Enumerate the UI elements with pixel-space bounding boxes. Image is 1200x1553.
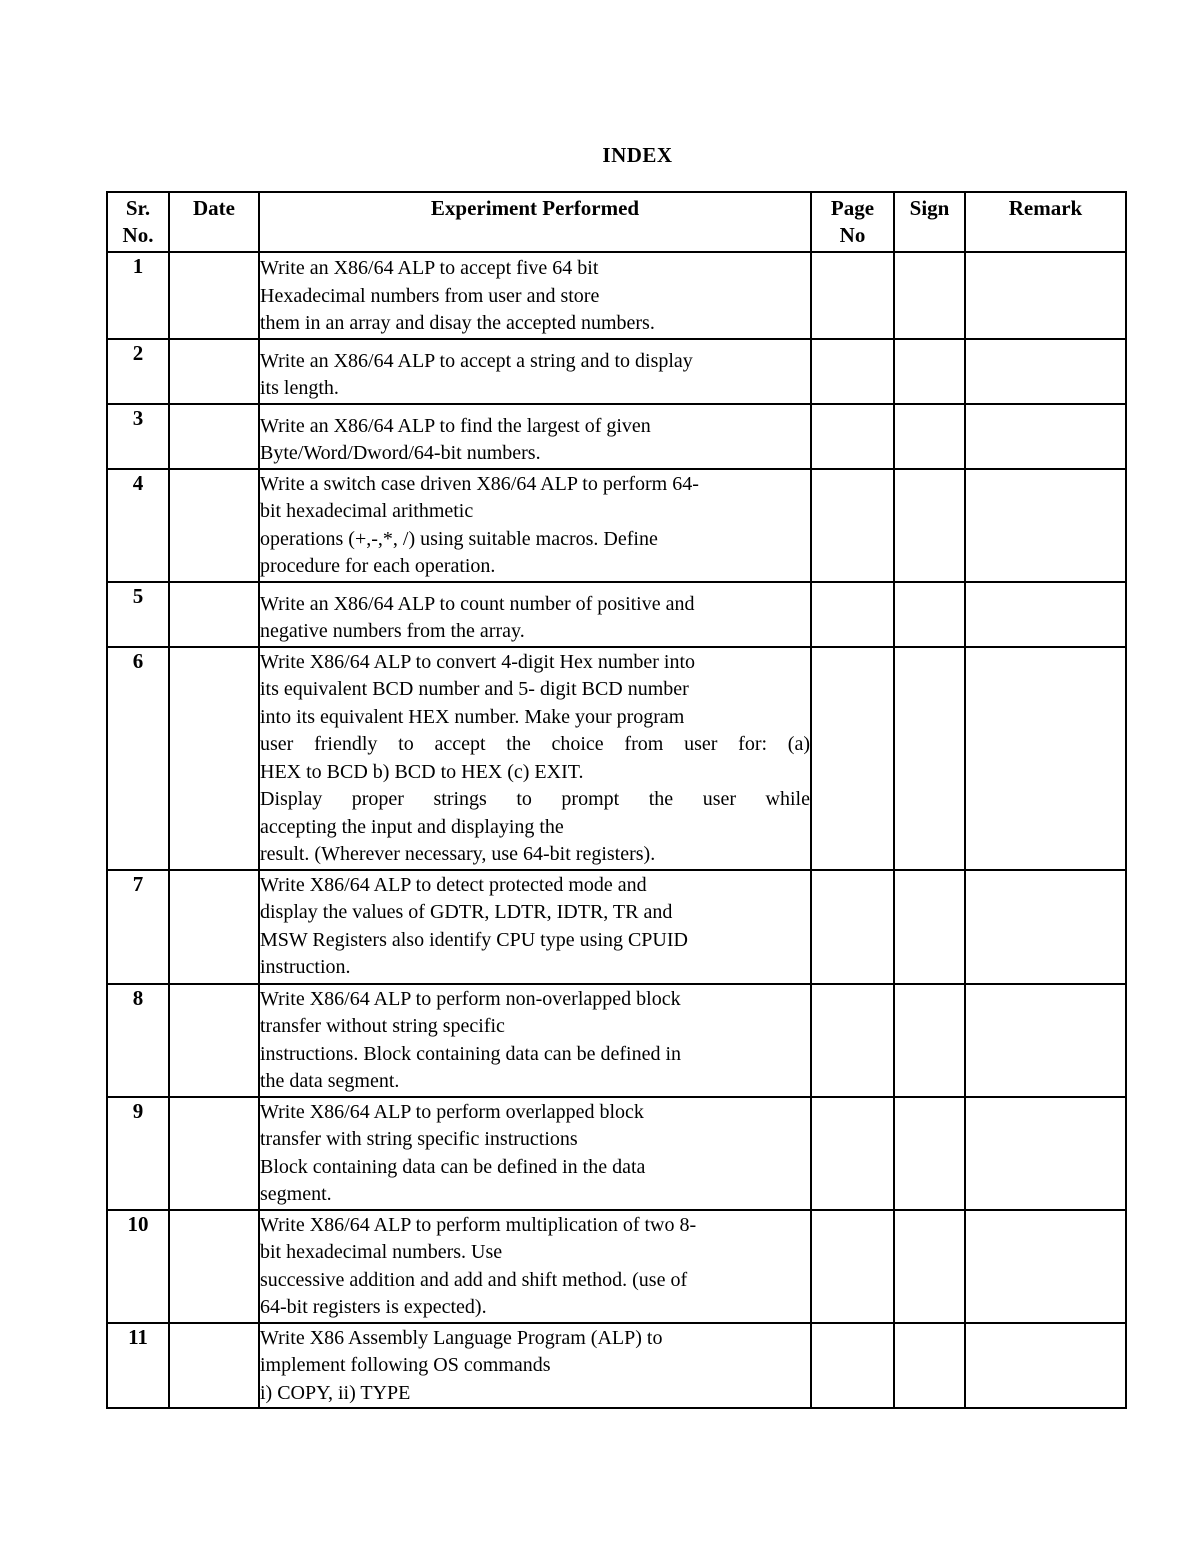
table-row — [107, 404, 1126, 469]
experiment-cell — [259, 582, 811, 647]
experiment-cell — [259, 252, 811, 339]
remark-cell — [965, 1323, 1126, 1409]
sr-no-cell: 5 — [107, 582, 169, 647]
experiment-line: Write an X86/64 ALP to find the largest of given — [260, 414, 651, 437]
experiment-line: procedure for each operation. — [260, 555, 496, 577]
remark-cell — [965, 1097, 1126, 1210]
date-cell — [169, 647, 259, 870]
header-experiment: Experiment Performed — [259, 192, 811, 252]
experiment-line: display the values of GDTR, LDTR, IDTR, TR and — [260, 901, 673, 923]
remark-cell — [965, 647, 1126, 870]
sign-cell — [894, 339, 965, 404]
table-row — [107, 870, 1126, 984]
sr-no-cell: 3 — [107, 404, 169, 469]
experiment-line: HEX to BCD b) BCD to HEX (c) EXIT. — [260, 760, 584, 783]
sign-cell — [894, 404, 965, 469]
sign-cell — [894, 252, 965, 339]
experiment-line: the data segment. — [260, 1070, 400, 1092]
page-no-cell — [811, 1097, 894, 1210]
remark-cell — [965, 469, 1126, 582]
table-row — [107, 647, 1126, 870]
header-page-no-line1: Page — [830, 196, 875, 220]
experiment-line: Write X86/64 ALP to detect protected mode and — [260, 873, 647, 896]
table-row — [107, 469, 1126, 582]
experiment-cell — [259, 404, 811, 469]
date-cell — [169, 1210, 259, 1323]
date-cell — [169, 582, 259, 647]
experiment-line: Write an X86/64 ALP to accept a string and to display — [260, 349, 693, 372]
experiment-line: Hexadecimal numbers from user and store — [260, 284, 600, 307]
experiment-line: i) COPY, ii) TYPE — [260, 1381, 411, 1404]
experiment-line: bit hexadecimal numbers. Use — [260, 1241, 503, 1263]
table-row — [107, 339, 1126, 404]
sr-no-cell: 8 — [107, 984, 169, 1097]
experiment-line: bit hexadecimal arithmetic — [260, 500, 474, 522]
experiment-line: Write X86/64 ALP to perform overlapped block — [260, 1100, 644, 1123]
sign-cell — [894, 984, 965, 1097]
sr-no-cell: 1 — [107, 252, 169, 339]
experiment-line: Display proper strings to prompt the user while — [260, 788, 810, 810]
page-no-cell — [811, 647, 894, 870]
experiment-line: segment. — [260, 1183, 332, 1205]
experiment-line: Write X86/64 ALP to perform non-overlapped block — [260, 987, 681, 1010]
experiment-line: accepting the input and displaying the — [260, 815, 564, 838]
header-sr-no — [107, 192, 169, 252]
experiment-line: MSW Registers also identify CPU type using CPUID — [260, 928, 688, 951]
experiment-line: user friendly to accept the choice from user for: (a) — [260, 733, 810, 755]
table-row — [107, 1210, 1126, 1323]
header-page-no-line2: No — [839, 223, 866, 247]
experiment-line: them in an array and disay the accepted numbers. — [260, 312, 655, 334]
date-cell — [169, 870, 259, 984]
sr-no-cell: 2 — [107, 339, 169, 404]
table-row — [107, 1323, 1126, 1409]
experiment-line: result. (Wherever necessary, use 64-bit registers). — [260, 843, 656, 865]
experiment-line: Write X86/64 ALP to perform multiplication of two 8- — [260, 1213, 697, 1236]
sign-cell — [894, 870, 965, 984]
remark-cell — [965, 252, 1126, 339]
sign-cell — [894, 647, 965, 870]
experiment-line: Write an X86/64 ALP to count number of positive and — [260, 592, 695, 615]
date-cell — [169, 404, 259, 469]
sr-no-cell: 11 — [107, 1323, 169, 1409]
experiment-line: Write an X86/64 ALP to accept five 64 bit — [260, 257, 599, 279]
experiment-line: into its equivalent HEX number. Make your program — [260, 705, 685, 728]
table-row — [107, 984, 1126, 1097]
experiment-cell — [259, 1323, 811, 1409]
experiment-cell — [259, 339, 811, 404]
page-no-cell — [811, 582, 894, 647]
table-row — [107, 582, 1126, 647]
header-page-no — [811, 192, 894, 252]
experiment-line: its equivalent BCD number and 5- digit BCD number — [260, 678, 689, 700]
date-cell — [169, 984, 259, 1097]
sign-cell — [894, 469, 965, 582]
sign-cell — [894, 1323, 965, 1409]
index-table — [106, 191, 1127, 1409]
header-date: Date — [169, 192, 259, 252]
experiment-line: instruction. — [260, 956, 351, 978]
page-no-cell — [811, 1210, 894, 1323]
experiment-line: implement following OS commands — [260, 1354, 551, 1376]
experiment-cell — [259, 984, 811, 1097]
experiment-line: Byte/Word/Dword/64-bit numbers. — [260, 442, 541, 464]
date-cell — [169, 469, 259, 582]
page-no-cell — [811, 1323, 894, 1409]
experiment-cell — [259, 647, 811, 870]
date-cell — [169, 1323, 259, 1409]
remark-cell — [965, 339, 1126, 404]
remark-cell — [965, 404, 1126, 469]
experiment-line: 64-bit registers is expected). — [260, 1296, 487, 1318]
experiment-cell — [259, 870, 811, 984]
date-cell — [169, 339, 259, 404]
header-remark: Remark — [965, 192, 1126, 252]
page-no-cell — [811, 469, 894, 582]
experiment-cell — [259, 469, 811, 582]
experiment-line: Block containing data can be defined in the data — [260, 1155, 646, 1178]
sign-cell — [894, 1097, 965, 1210]
header-sign: Sign — [894, 192, 965, 252]
experiment-line: Write a switch case driven X86/64 ALP to perform 64- — [260, 472, 699, 495]
date-cell — [169, 252, 259, 339]
header-sr-no-line2: No. — [122, 223, 154, 247]
page-no-cell — [811, 870, 894, 984]
sr-no-cell: 6 — [107, 647, 169, 870]
date-cell — [169, 1097, 259, 1210]
experiment-line: transfer with string specific instructions — [260, 1128, 578, 1150]
header-sr-no-line1: Sr. — [125, 196, 151, 220]
page-no-cell — [811, 252, 894, 339]
remark-cell — [965, 870, 1126, 984]
page-title: INDEX — [602, 143, 673, 167]
sign-cell — [894, 582, 965, 647]
experiment-line: Write X86 Assembly Language Program (ALP) to — [260, 1326, 663, 1349]
sr-no-cell: 7 — [107, 870, 169, 984]
sign-cell — [894, 1210, 965, 1323]
table-row — [107, 1097, 1126, 1210]
experiment-line: instructions. Block containing data can be defined in — [260, 1042, 681, 1065]
remark-cell — [965, 582, 1126, 647]
sr-no-cell: 4 — [107, 469, 169, 582]
remark-cell — [965, 984, 1126, 1097]
experiment-line: transfer without string specific — [260, 1015, 505, 1037]
page-no-cell — [811, 404, 894, 469]
header-row — [107, 192, 1126, 252]
experiment-line: negative numbers from the array. — [260, 620, 525, 642]
sr-no-cell: 9 — [107, 1097, 169, 1210]
experiment-cell — [259, 1210, 811, 1323]
sr-no-cell: 10 — [107, 1210, 169, 1323]
page-no-cell — [811, 984, 894, 1097]
experiment-line: its length. — [260, 377, 339, 399]
experiment-line: Write X86/64 ALP to convert 4-digit Hex number into — [260, 650, 696, 673]
remark-cell — [965, 1210, 1126, 1323]
experiment-cell — [259, 1097, 811, 1210]
experiment-line: operations (+,-,*, /) using suitable macros. Define — [260, 527, 658, 550]
table-row — [107, 252, 1126, 339]
index-body — [107, 252, 1126, 1408]
page-no-cell — [811, 339, 894, 404]
experiment-line: successive addition and add and shift method. (use of — [260, 1268, 688, 1291]
